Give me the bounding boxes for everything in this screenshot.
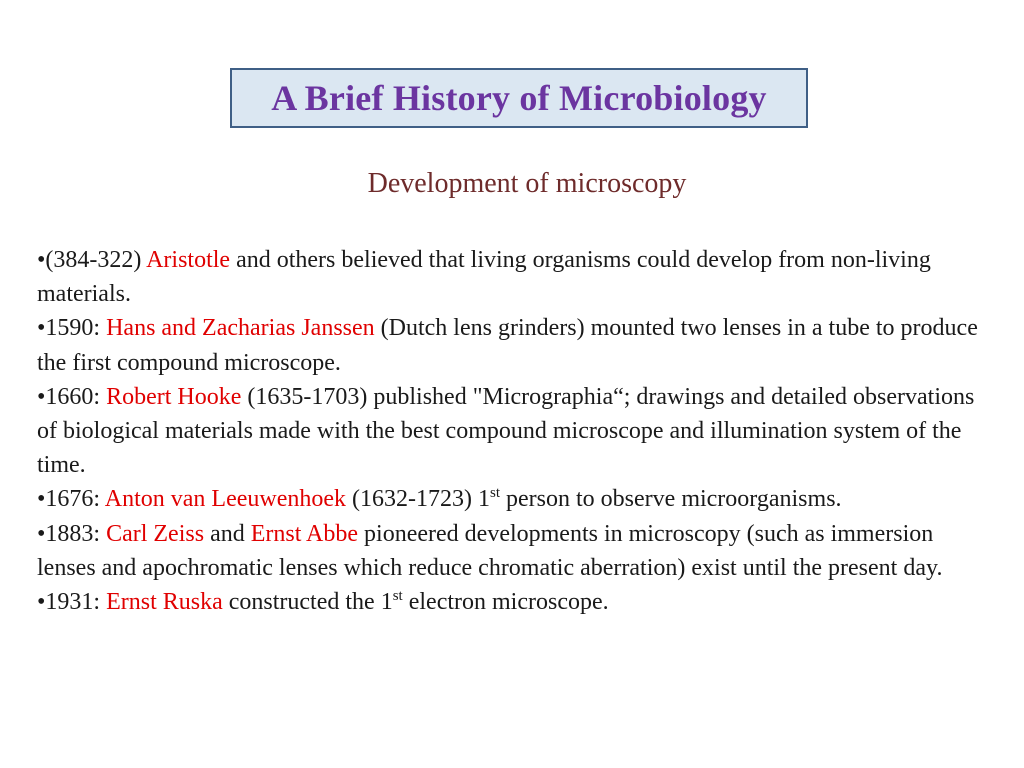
bullet: • [37,486,46,513]
entry-connector: and [210,520,245,547]
entry-janssen [37,311,997,379]
person-name: Robert Hooke [106,383,242,410]
entry-date: 1660: [45,383,101,410]
person-name: Carl Zeiss [106,520,205,547]
entry-text: (Dutch lens grinders) mounted two lenses in a tube to produce the first compound microscope. [37,315,978,376]
bullet: • [37,383,46,410]
bullet: • [37,247,46,273]
entry-date: 1676: [45,486,101,513]
entry-date: 1931: [45,589,101,616]
entry-date: (384-322) [45,247,142,273]
entry-text: (1635-1703) published "Micrographia“; drawings and detailed observations of biological materials made with the best compound microscope and illumination system of the time. [37,383,975,479]
slide-subtitle: Development of microscopy [367,168,687,199]
entry-date: 1590: [45,315,101,342]
entry-text: pioneered developments in microscopy (such as immersion lenses and apochromatic lenses which reduce chromatic aberration) exist until the present day. [37,520,943,581]
ordinal-superscript: st [392,588,403,605]
title-box [230,68,808,128]
bullet: • [37,520,46,547]
ordinal-superscript: st [490,485,501,502]
entry-text-continued: person to observe microorganisms. [506,486,842,513]
entry-text-continued: electron microscope. [408,589,609,616]
bullet: • [37,589,46,616]
entry-hooke [37,380,997,483]
entry-text: constructed the 1 [228,589,393,616]
entry-date: 1883: [45,520,101,547]
entry-ruska [37,585,997,619]
entry-text: (1632-1723) 1 [352,486,491,513]
person-name: Hans and Zacharias Janssen [106,315,375,342]
person-name: Ernst Ruska [106,589,223,616]
person-name: Ernst Abbe [250,520,359,547]
person-name: Anton van Leeuwenhoek [104,486,347,513]
entry-leeuwenhoek [37,482,997,516]
history-list [37,243,997,619]
entry-aristotle [37,243,997,311]
slide-title: A Brief History of Microbiology [271,78,767,118]
entry-zeiss-abbe [37,517,997,585]
person-name: Aristotle [146,247,231,273]
entry-text: and others believed that living organisms could develop from non-living materials. [37,247,931,308]
bullet: • [37,315,46,342]
